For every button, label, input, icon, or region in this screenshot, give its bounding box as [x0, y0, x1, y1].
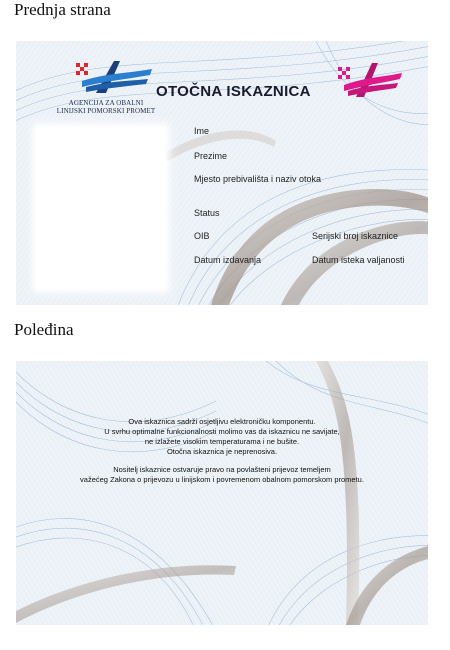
- field-mjesto-prebivalista: Mjesto prebivališta i naziv otoka: [194, 174, 322, 184]
- back-notice-paragraph-1: [16, 417, 428, 457]
- agency-name-line-2: LINIJSKI POMORSKI PROMET: [56, 107, 156, 115]
- guilloche-background-back: [16, 361, 428, 625]
- back-notice-line: ne izlažete visokim temperaturama i ne bušite.: [144, 437, 300, 446]
- back-notice-line: Otočna iskaznica je neprenosiva.: [166, 447, 278, 456]
- back-notice-line: Ova iskaznica sadrži osjetljivu elektroničku komponentu.: [128, 417, 316, 426]
- island-card-logo-icon: [338, 61, 402, 99]
- back-side-heading: Poleđina: [14, 320, 74, 339]
- field-oib: OIB: [194, 231, 210, 241]
- photo-placeholder: [38, 129, 164, 287]
- back-notice-line: U svrhu optimalne funkcionalnosti molimo vas da iskaznicu ne savijate,: [104, 427, 340, 436]
- agency-logo: [46, 59, 166, 129]
- field-status: Status: [194, 208, 220, 218]
- back-notice-paragraph-2: [16, 465, 428, 485]
- card-front: [16, 41, 428, 305]
- agency-logo-icon: [76, 59, 152, 99]
- front-side-heading: Prednja strana: [14, 0, 111, 19]
- agency-name-line-1: AGENCIJA ZA OBALNI: [68, 99, 144, 107]
- field-datum-isteka: Datum isteka valjanosti: [312, 255, 405, 265]
- agency-name: [46, 99, 166, 115]
- field-serijski-broj: Serijski broj iskaznice: [312, 231, 399, 241]
- field-ime: Ime: [194, 126, 210, 136]
- back-notice-line: Nositelj iskaznice ostvaruje pravo na povlašteni prijevoz temeljem: [113, 465, 331, 474]
- field-datum-izdavanja: Datum izdavanja: [194, 255, 262, 265]
- card-title: OTOČNA ISKAZNICA: [156, 83, 311, 100]
- card-back: [16, 361, 428, 625]
- field-prezime: Prezime: [194, 151, 228, 161]
- back-notice-line: važećeg Zakona o prijevozu u linijskom i povremenom obalnom pomorskom prometu.: [80, 475, 364, 484]
